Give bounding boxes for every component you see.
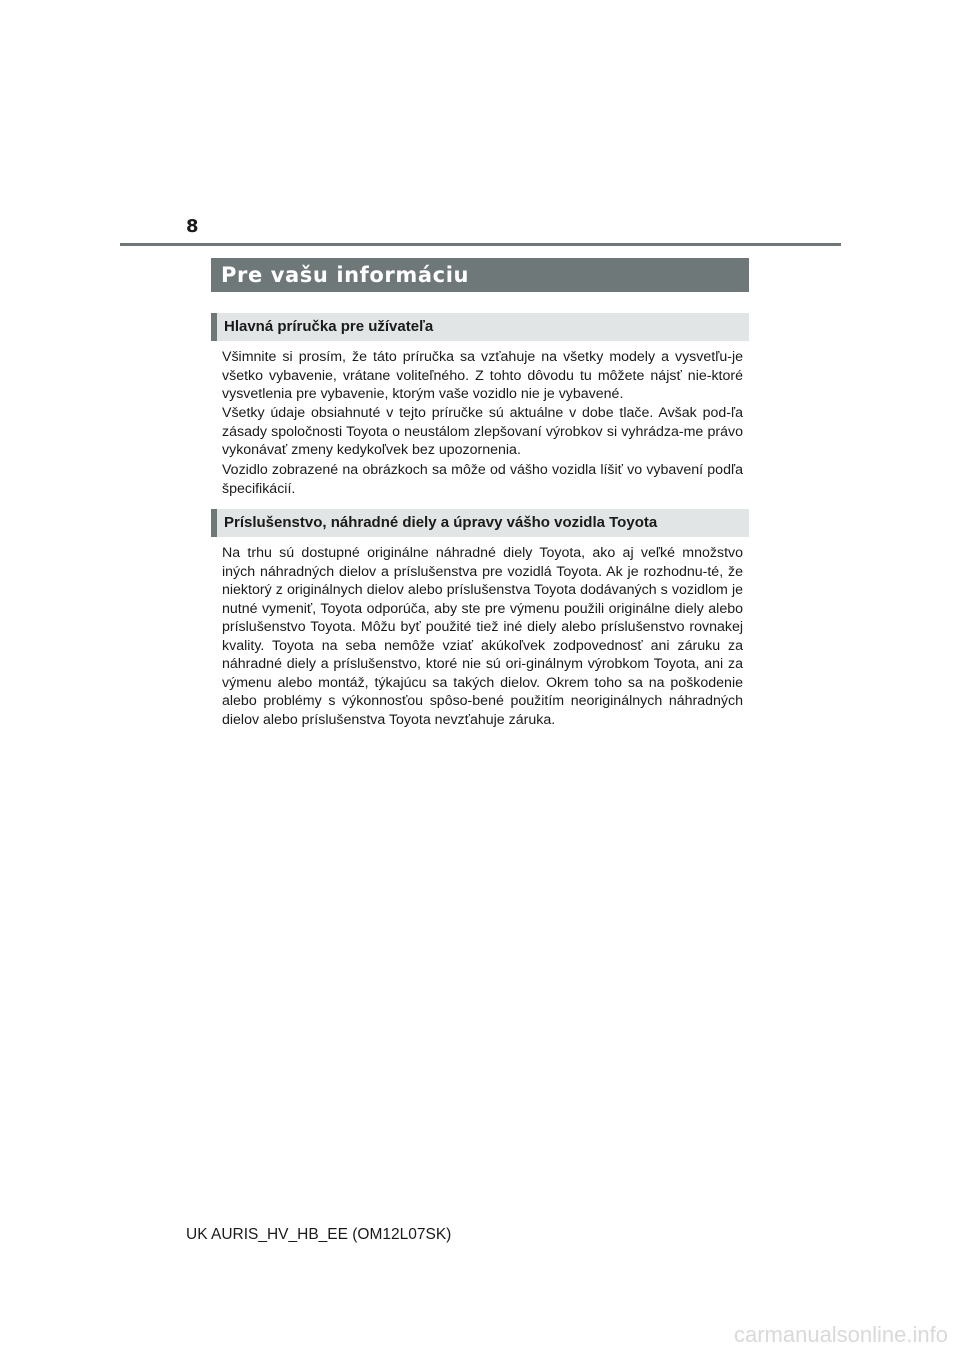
chapter-title: Pre vašu informáciu: [211, 258, 749, 292]
paragraph: Všetky údaje obsiahnuté v tejto príručke sú aktuálne v dobe tlače. Avšak pod-ľa zásady spoločnosti Toyota o neustálom zlepšovaní výrobkov si vyhrádza-me právo vykonávať zmeny kedykoľvek bez upozornenia.: [222, 405, 743, 458]
page-number: 8: [186, 216, 199, 237]
section-marker: [211, 509, 217, 537]
section-heading-accessories: [211, 509, 749, 537]
site-watermark: carmanualsonline.info: [733, 1322, 948, 1347]
section-marker: [211, 313, 217, 341]
section-heading-text: Príslušenstvo, náhradné diely a úpravy vášho vozidla Toyota: [224, 514, 658, 531]
section-heading-text: Hlavná príručka pre užívateľa: [224, 318, 434, 335]
paragraph: Všimnite si prosím, že táto príručka sa vzťahuje na všetky modely a vysvetľu-je všetko vybavenie, vrátane voliteľného. Z tohto dôvodu tu môžete nájsť nie-ktoré vysvetlenia pre vybavenie, ktorým vaše vozidlo nie je vybavené.: [222, 349, 743, 402]
document-code-footer: UK AURIS_HV_HB_EE (OM12L07SK): [186, 1226, 452, 1243]
paragraph: Vozidlo zobrazené na obrázkoch sa môže od vášho vozidla líšiť vo vybavení podľa špecifikácií.: [222, 462, 743, 497]
section-heading-user-manual: [211, 313, 749, 341]
header-rule: [120, 243, 841, 246]
paragraph: Na trhu sú dostupné originálne náhradné diely Toyota, ako aj veľké množstvo iných náhradných dielov a príslušenstva pre vozidlá Toyota. Ak je rozhodnu-té, že niektorý z originálnych dielov alebo príslušenstva Toyota dodávaných s vozidlom je nutné vymeniť, Toyota odporúča, aby ste pre výmenu použili originálne diely alebo príslušenstvo Toyota. Môžu byť použité tiež iné diely alebo príslušenstvo rovnakej kvality. Toyota na seba nemôže vziať akúkoľvek zodpovednosť ani záruku za náhradné diely a príslušenstvo, ktoré nie sú ori-ginálnym výrobkom Toyota, ani za výmenu alebo montáž, týkajúcu sa takých dielov. Okrem toho sa na poškodenie alebo problémy s výkonnosťou spôso-bené použitím neoriginálnych náhradných dielov alebo príslušenstva Toyota nevzťahuje záruka.: [222, 545, 743, 728]
